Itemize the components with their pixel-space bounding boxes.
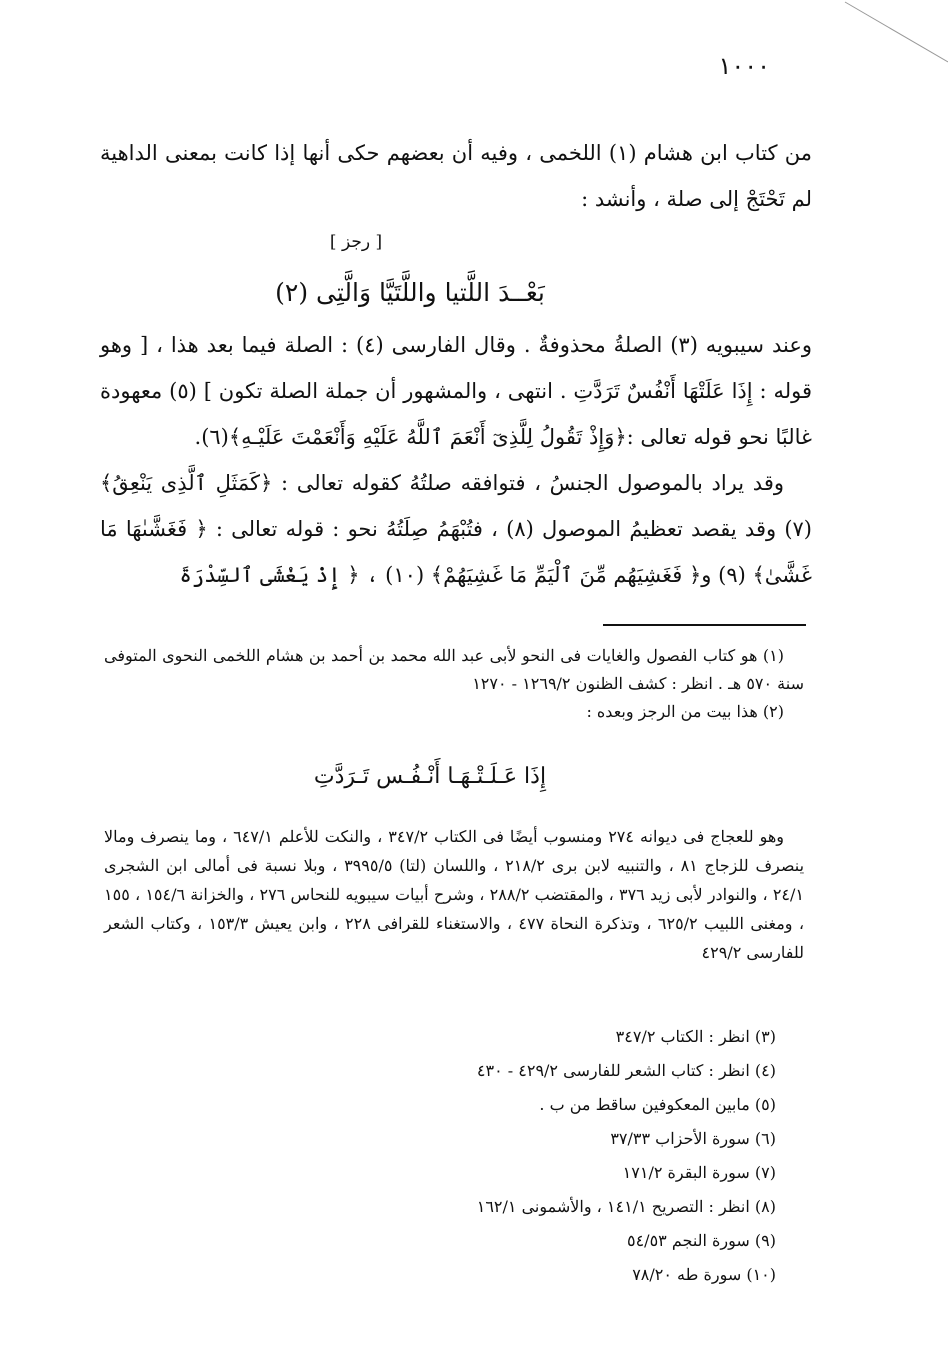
footnote-item: (٩) سورة النجم ٥٤/٥٣: [626, 1231, 776, 1250]
footnote-list: [104, 1020, 776, 1292]
footnote-item: (٣) انظر : الكتاب ٣٤٧/٢: [615, 1027, 776, 1046]
footnote-2-sources-text: وهو للعجاج فى ديوانه ٢٧٤ ومنسوب أيضًا فى الكتاب ٣٤٧/٢ ، والنكت للأعلم ٦٤٧/١ ، وما ينصرف ومالا ينصرف للزجاج ٨١ ، والتنبيه لابن برى ٢١٨/٢ ، واللسان (لتا) ٣٩٩٥/٥ ، وبلا نسبة فى أمالى ابن الشجرى ٢٤/١ ، والنوادر لأبى زيد ٣٧٦ ، والمقتضب ٢٨٨/٢ ، وشرح أبيات سيبويه للنحاس ٢٧٦ ، والخزانة ١٥٤/٦ ، ١٥٥ ، ومغنى اللبيب ٦٢٥/٢ ، وتذكرة النحاة ٤٧٧ ، والاستغناء للقرافى ٢٢٨ ، وابن يعيش ١٥٣/٣ ، وكتاب الشعر للفارسى ٤٢٩/٢: [104, 827, 805, 962]
page-number: ١٠٠٠: [718, 52, 770, 80]
footnotes-top: [104, 642, 804, 726]
footnote-item: (٥) مابين المعكوفين ساقط من ب .: [539, 1095, 776, 1114]
paragraph-2: وعند سيبويه (٣) الصلةُ محذوفةٌ . وقال الفارسى (٤) : الصلة فيما بعد هذا ، [ وهو قوله : إِذَا عَلَتْهَا أَنْفُسٌ تَرَدَّتِ . انتهى ، والمشهور أن جملة الصلة تكون ] (٥) معهودة غالبًا نحو قوله تعالى :﴿وَإِذْ تَقُولُ لِلَّذِىٓ أَنْعَمَ ٱللَّهُ عَلَيْهِ وَأَنْعَمْتَ عَلَيْـهِ﴾(٦).: [100, 333, 812, 449]
footnote-separator: [603, 624, 806, 626]
footnote-item: (١٠) سورة طه ٧٨/٢٠: [632, 1265, 776, 1284]
paragraph-1: من كتاب ابن هشام (١) اللخمى ، وفيه أن بعضهم حكى أنها إذا كانت بمعنى الداهية لم تَحْتَجْ إلى صلة ، وأنشد :: [100, 141, 812, 211]
footnote-item: (٦) سورة الأحزاب ٣٧/٣٣: [610, 1129, 776, 1148]
footnote-item: (٨) انظر : التصريح ١٤١/١ ، والأشمونى ١٦٢/١: [476, 1197, 776, 1216]
footnote-2-sources: [104, 822, 804, 967]
meter-label: [ رجز ]: [329, 232, 383, 252]
body-text-top: [100, 130, 812, 222]
paragraph-3: وقد يراد بالموصول الجنسُ ، فتوافقه صلتُهُ كقوله تعالى : ﴿كَمَثَلِ ٱلَّذِى يَنْعِقُ﴾ (٧) وقد يقصد تعظيمُ الموصول (٨) ، فتُبْهَمُ صِلَتُهُ نحو : قوله تعالى : ﴿ فَغَشَّىٰهَا مَا غَشَّىٰ﴾ (٩) و﴿ فَغَشِيَهُم مِّنَ ٱلْيَمِّ مَا غَشِيَهُمْ﴾ (١٠) ، ﴿ إِذْ يَغْشَى ٱلسِّدْرَةَ: [100, 471, 812, 587]
body-text-bottom: [100, 322, 812, 598]
verse-line: بَعْــدَ اللَّتيا واللَّتَيَّا وَالَّتِى (٢): [275, 278, 545, 307]
footnote-2: (٢) هذا بيت من الرجز وبعده :: [586, 702, 784, 721]
footnote-item: (٧) سورة البقرة ١٧١/٢: [622, 1163, 776, 1182]
footnote-1: (١) هو كتاب الفصول والغايات فى النحو لأبى عبد الله محمد بن أحمد بن هشام اللخمى النحوى المتوفى سنة ٥٧٠ هـ . انظر : كشف الظنون ١٢٦٩/٢ - ١٢٧٠: [104, 646, 804, 693]
footnote-verse: إِذَا عَـلَـتْـهَـا أَنْـفُـس تَـرَدَّتِ: [313, 764, 547, 789]
footnote-item: (٤) انظر : كتاب الشعر للفارسى ٤٢٩/٢ - ٤٣٠: [476, 1061, 776, 1080]
